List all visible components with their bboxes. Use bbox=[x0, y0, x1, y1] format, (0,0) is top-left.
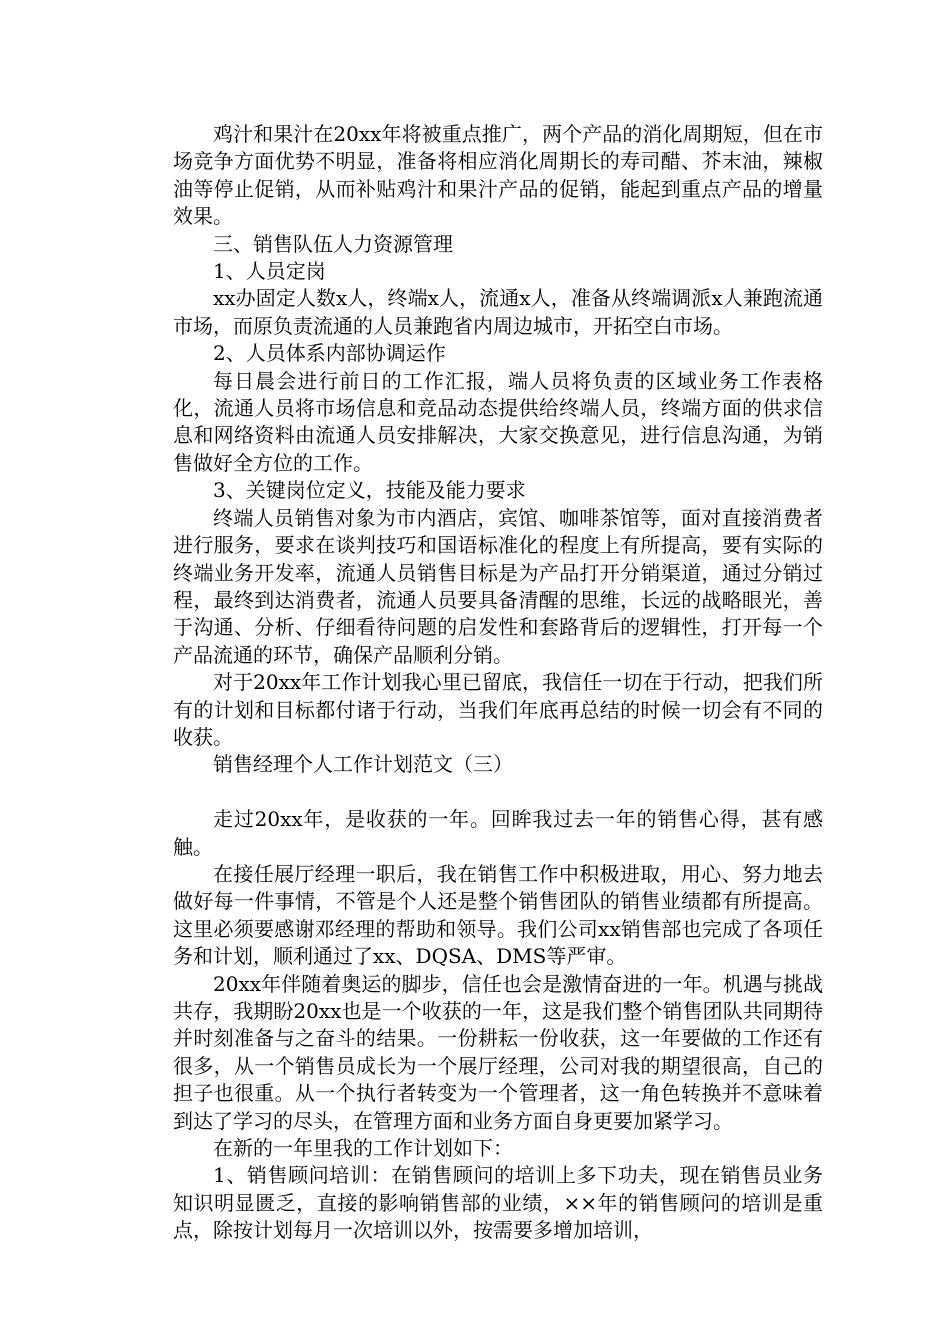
paragraph-new-year-outlook: 20xx年伴随着奥运的脚步，信任也会是激情奋进的一年。机遇与挑战共存，我期盼20xx也是一个收获的一年，这是我们整个销售团队共同期待并时刻准备与之奋斗的结果。一份耕耘一份收获，这一年要做的工作还有很多，从一个销售员成长为一个展厅经理，公司对我的期望很高，自己的担子也很重。从一个执行者转变为一个管理者，这一角色转换并不意味着到达了学习的尽头，在管理方面和业务方面自身更要加紧学习。 bbox=[173, 971, 823, 1133]
document-subtitle: 销售经理个人工作计划范文（三） bbox=[213, 752, 513, 777]
paragraph-staffing: xx办固定人数x人，终端x人，流通x人，准备从终端调派x人兼跑流通市场，而原负责流通的人员兼跑省内周边城市，开拓空白市场。 bbox=[173, 286, 823, 338]
paragraph-year-review: 走过20xx年，是收获的一年。回眸我过去一年的销售心得，甚有感触。 bbox=[173, 807, 823, 859]
paragraph-key-positions: 终端人员销售对象为市内酒店，宾馆、咖啡茶馆等，面对直接消费者进行服务，要求在谈判技巧和国语标准化的程度上有所提高，要有实际的终端业务开发率，流通人员销售目标是为产品打开分销渠道，通过分销过程，最终到达消费者，流通人员要具备清醒的思维，长远的战略眼光，善于沟通、分析、仔细看待问题的启发性和套路背后的逻辑性，打开每一个产品流通的环节，确保产品顺利分销。 bbox=[173, 505, 823, 667]
blank-line bbox=[173, 779, 823, 806]
paragraph-closing: 对于20xx年工作计划我心里已留底，我信任一切在于行动，把我们所有的计划和目标都付诸于行动，当我们年底再总结的时候一切会有不同的收获。 bbox=[173, 670, 823, 749]
paragraph-coordination: 每日晨会进行前日的工作汇报，端人员将负责的区域业务工作表格化，流通人员将市场信息和竞品动态提供给终端人员，终端方面的供求信息和网络资料由流通人员安排解决，大家交换意见，进行信息沟通，为销售做好全方位的工作。 bbox=[173, 368, 823, 475]
heading-section-three: 三、销售队伍人力资源管理 bbox=[213, 231, 453, 256]
subheading-staffing: 1、人员定岗 bbox=[213, 259, 326, 284]
subheading-key-positions: 3、关键岗位定义，技能及能力要求 bbox=[213, 478, 526, 503]
subheading-coordination: 2、人员体系内部协调运作 bbox=[213, 341, 446, 366]
paragraph-showroom-manager: 在接任展厅经理一职后，我在销售工作中积极进取，用心、努力地去做好每一件事情，不管是个人还是整个销售团队的销售业绩都有所提高。这里必须要感谢邓经理的帮助和领导。我们公司xx销售部也完成了各项任务和计划，顺利通过了xx、DQSA、DMS等严审。 bbox=[173, 861, 823, 969]
paragraph-product-promotion: 鸡汁和果汁在20xx年将被重点推广，两个产品的消化周期短，但在市场竞争方面优势不明显，准备将相应消化周期长的寿司醋、芥末油，辣椒油等停止促销，从而补贴鸡汁和果汁产品的促销，能起到重点产品的增量效果。 bbox=[173, 122, 823, 229]
paragraph-sales-training: 1、销售顾问培训：在销售顾问的培训上多下功夫，现在销售员业务知识明显匮乏，直接的影响销售部的业绩，××年的销售顾问的培训是重点，除按计划每月一次培训以外，按需要多增加培训， bbox=[173, 1163, 823, 1243]
document-body bbox=[173, 121, 823, 1245]
paragraph-plan-intro: 在新的一年里我的工作计划如下： bbox=[213, 1136, 513, 1161]
